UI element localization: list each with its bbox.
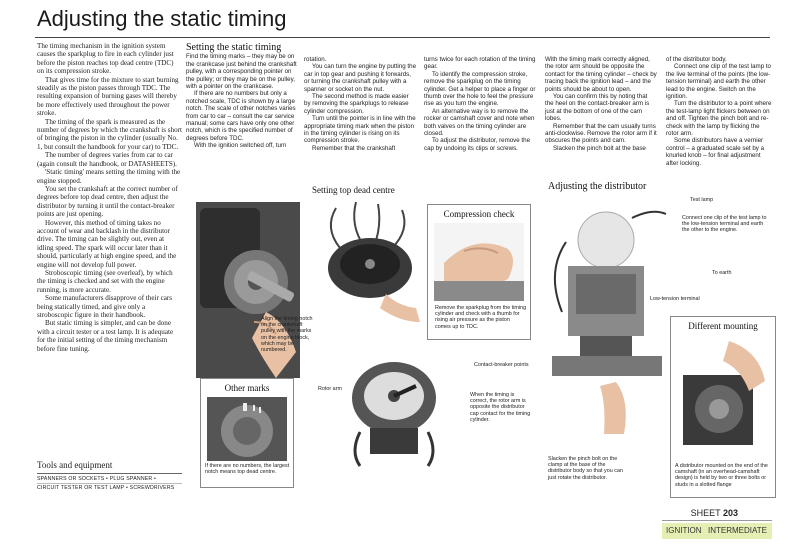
footer-level-label: INTERMEDIATE bbox=[708, 526, 767, 535]
figure-heading-compression: Compression check bbox=[443, 209, 515, 219]
caption-contact-breaker: Contact-breaker points bbox=[474, 362, 529, 368]
paragraph: With the timing mark correctly aligned, the rotor arm should be opposite the contact for the timing cylinder – check by tracing back the ignition lead – and the points should be about to open. bbox=[545, 56, 657, 93]
paragraph: The number of degrees varies from car to car (again consult the handbook, or DATASHEETS). bbox=[37, 151, 177, 168]
paragraph: But static timing is simpler, and can be done with a circuit tester or a test lamp. It is adequate for the initial setting of the timing mechanism before fine tuning. bbox=[37, 319, 174, 353]
text-column-5 bbox=[545, 56, 657, 152]
paragraph: Remember that the crankshaft bbox=[312, 144, 396, 152]
compression-check-panel bbox=[427, 204, 531, 340]
caption-slacken-pinch-bolt: Slacken the pinch bolt on the clamp at the base of the distributor body so that you can just rotate the distributor. bbox=[548, 456, 623, 481]
paragraph: The timing of the spark is measured as the number of degrees by which the crankshaft is short of bringing the piston in the cylinder (usually No. 1, but consult the handbook for your car) to TDC. bbox=[37, 117, 182, 151]
other-marks-panel bbox=[200, 378, 294, 488]
text-column-3 bbox=[304, 56, 416, 152]
sheet-number bbox=[691, 508, 738, 518]
sheet-value: 203 bbox=[722, 508, 738, 518]
caption-other-marks: If there are no numbers, the largest notch means top dead centre. bbox=[205, 463, 290, 476]
tools-heading: Tools and equipment bbox=[37, 460, 113, 470]
rotor-arm-illustration bbox=[340, 342, 444, 472]
distributor-cap-illustration bbox=[316, 198, 424, 328]
paragraph: With the ignition switched off, turn bbox=[194, 142, 287, 150]
camshaft-distributor-illustration bbox=[675, 335, 771, 451]
paragraph: Some manufacturers disapprove of their cars being statically timed, and give only a stroboscopic figure in their handbook. bbox=[37, 294, 173, 319]
distributor-test-lamp-illustration bbox=[546, 196, 674, 436]
caption-different-mounting: A distributor mounted on the end of the camshaft (in an overhead-camshaft design) is held by two or three bolts or studs in a slotted flange bbox=[675, 463, 768, 488]
pulley-notches-illustration bbox=[207, 397, 287, 461]
paragraph: The second method is made easier by removing the sparkplugs to release cylinder compression. bbox=[304, 93, 409, 115]
paragraph: That gives time for the mixture to start burning steadily as the piston passes through TDC. The resulting expansion of burning gases will thereby be more effectively used throughout the power stroke. bbox=[37, 75, 179, 118]
caption-rotor-arm-detail: When the timing is correct, the rotor arm is opposite the distributor cap contact for the timing cylinder. bbox=[470, 392, 531, 423]
figure-heading-adjusting: Adjusting the distributor bbox=[548, 181, 647, 192]
tools-list-row-1: SPANNERS OR SOCKETS • PLUG SPANNER • bbox=[37, 476, 157, 482]
paragraph: To identify the compression stroke, remove the sparkplug on the timing cylinder. Get a helper to place a finger or thumb over the hole to feel the pressure rise as you turn the engine. bbox=[424, 70, 536, 108]
paragraph: You set the crankshaft at the correct number of degrees before top dead centre, then adjust the distributor by turning it until the contact-breaker points are just opening. bbox=[37, 184, 178, 219]
tools-divider bbox=[37, 483, 182, 484]
paragraph: An alternative way is to remove the rocker or camshaft cover and note when both valves on the timing cylinder are closed. bbox=[424, 107, 535, 138]
text-column-4 bbox=[424, 56, 536, 152]
title-rule bbox=[35, 37, 770, 38]
caption-test-lamp: Test lamp bbox=[690, 197, 714, 203]
figure-heading-other-marks: Other marks bbox=[224, 383, 270, 393]
paragraph: Find the timing marks – they may be on the crankcase just behind the crankshaft pulley, with a corresponding pointer on the pulley; or they may be on the pulley, with a pointer on the crankcase. bbox=[186, 53, 297, 91]
paragraph: Remember that the cam usually turns anti-clockwise. Remove the rotor arm if it obscures the points and cam. bbox=[545, 122, 657, 145]
tools-divider bbox=[37, 473, 182, 474]
thumb-on-plug-hole-illustration bbox=[434, 223, 524, 301]
paragraph: 'Static timing' means setting the timing with the engine stopped. bbox=[37, 168, 181, 185]
setting-static-timing-column bbox=[186, 44, 298, 150]
paragraph: turns twice for each rotation of the timing gear. bbox=[424, 56, 536, 71]
caption-low-tension-terminal: Low-tension terminal bbox=[650, 296, 700, 302]
paragraph: You can turn the engine by putting the car in top gear and pushing it forwards, or turning the crankshaft pulley with a spanner or socket on the nut. bbox=[304, 63, 417, 93]
footer-rule bbox=[662, 520, 772, 521]
paragraph: To adjust the distributor, remove the cap by undoing its clips or screws. bbox=[424, 137, 531, 152]
intro-column bbox=[37, 42, 182, 353]
paragraph: However, this method of timing takes no account of wear and backlash in the distributor drive. The timing can be slightly out, even at idling speed. The spark will occur later than it should, particularly at high engine speed, and the engine will not develop full power. bbox=[37, 218, 177, 269]
paragraph: of the distributor body. bbox=[666, 56, 727, 63]
text-column-6 bbox=[666, 56, 772, 167]
figure-heading-setting-tdc: Setting top dead centre bbox=[312, 185, 395, 195]
paragraph: Some distributors have a vernier control – a graduated scale set by a knurled knob – for final adjustment after locking. bbox=[666, 137, 765, 167]
paragraph: Turn the distributor to a point where the test-lamp light flickers between on and off. Tighten the pinch bolt and re-check with the lamp by flicking the rotor arm. bbox=[666, 100, 772, 138]
paragraph: Turn until the pointer is in line with the appropriate timing mark when the piston in the timing cylinder is rising on its compression stroke. bbox=[304, 115, 416, 145]
sheet-label: SHEET bbox=[690, 508, 721, 518]
tools-list-row-2: CIRCUIT TESTER OR TEST LAMP • SCREWDRIVERS bbox=[37, 485, 175, 491]
paragraph: The timing mechanism in the ignition system causes the sparkplug to fire in each cylinder just before the piston reaches top dead centre (TDC) on its compression stroke. bbox=[37, 42, 174, 76]
page-title: Adjusting the static timing bbox=[37, 6, 287, 31]
different-mounting-panel bbox=[670, 316, 776, 498]
paragraph: Connect one clip of the test lamp to the live terminal of the points (the low-tension terminal) and earth the other lead to the engine. Switch on the ignition. bbox=[666, 63, 771, 101]
paragraph: You can confirm this by noting that the heel on the contact-breaker arm is just at the bottom of one of the cam lobes. bbox=[545, 93, 650, 123]
paragraph: rotation. bbox=[304, 56, 327, 63]
caption-align-timing: Align the timing notch on the crankshaft pulley with the marks on the engine block, which may be numbered. bbox=[261, 316, 313, 354]
figure-heading-different-mounting: Different mounting bbox=[688, 321, 758, 331]
section-heading: Setting the static timing bbox=[186, 42, 282, 53]
caption-to-earth: To earth bbox=[712, 270, 732, 276]
paragraph: Slacken the pinch bolt at the base bbox=[553, 144, 646, 152]
footer-ignition-label: IGNITION bbox=[666, 526, 702, 535]
caption-compression: Remove the sparkplug from the timing cylinder and check with a thumb for rising air pressure as the piston comes up to TDC. bbox=[435, 305, 527, 330]
paragraph: If there are no numbers but only a notched scale, TDC is shown by a large notch. The scale of other notches varies from car to car – consult the car service manual; some cars have only one other notch, which is the specified number of degrees before TDC. bbox=[186, 90, 296, 142]
caption-rotor-arm: Rotor arm bbox=[318, 386, 342, 392]
paragraph: Stroboscopic timing (see overleaf), by which the timing is checked and set with the engine running, is more accurate. bbox=[37, 268, 173, 294]
caption-connect-lamp: Connect one clip of the test lamp to the low-tension terminal and earth the other to the engine. bbox=[682, 215, 767, 234]
